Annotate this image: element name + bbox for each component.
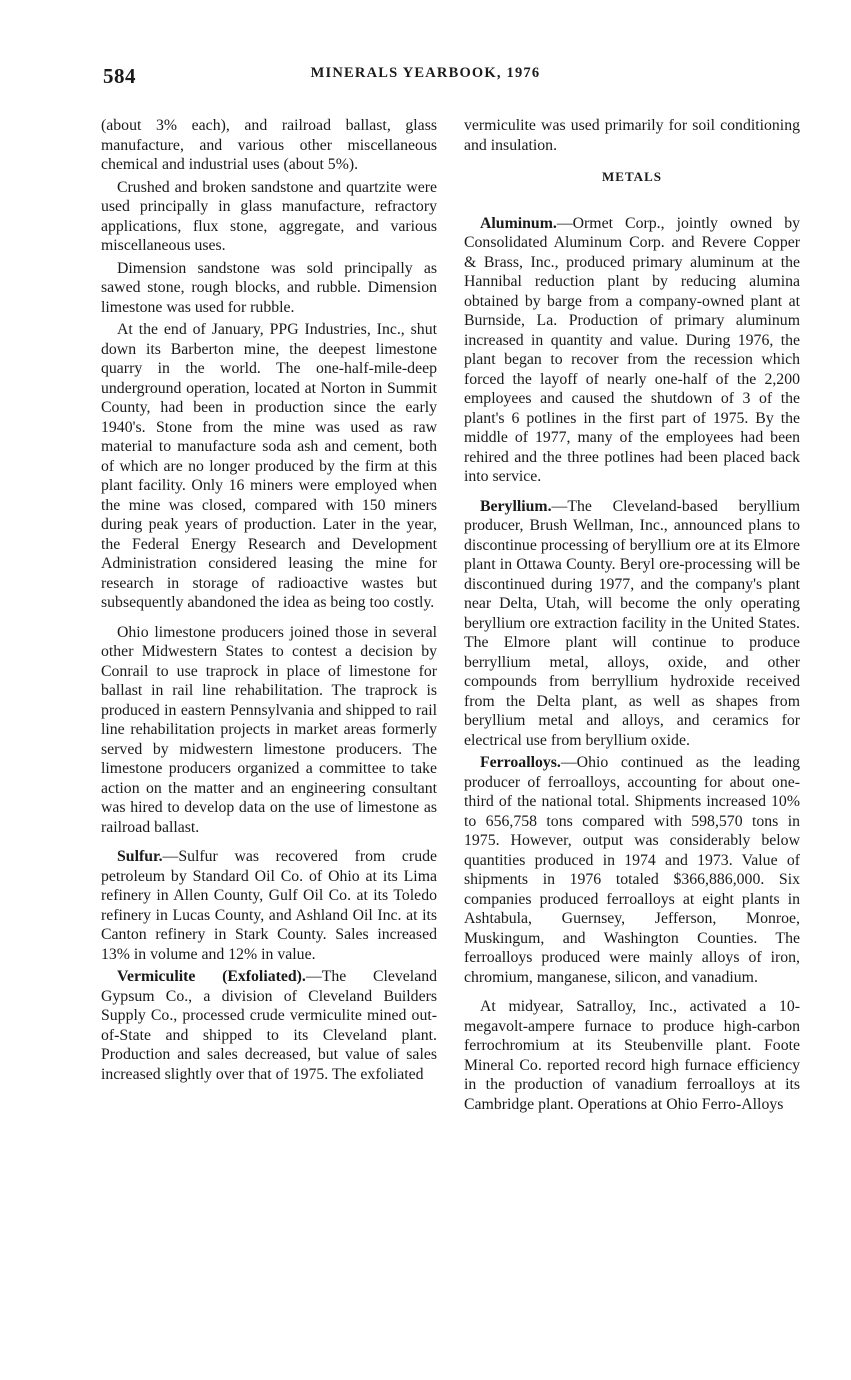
right-column [464, 116, 800, 1114]
paragraph: At midyear, Satralloy, Inc., activated a 10-megavolt-ampere furnace to produce high-carbon ferrochromium at its Steubenville plant. Foote Mineral Co. reported record high furnace efficiency in the production of vanadium ferroalloys at its Cambridge plant. Operations at Ohio Ferro-Alloys [464, 998, 800, 1113]
paragraph-text: —Ormet Corp., jointly owned by Consolidated Aluminum Corp. and Revere Copper & Brass, Inc., produced primary aluminum at the Hannibal reduction plant by reducing alumina obtained by barge from a company-owned plant at Burnside, La. Production of primary aluminum increased in quantity and value. During 1976, the plant began to recover from the recession which forced the layoff of nearly one-half of the 2,200 employees and caused the shutdown of 3 of the plant's 6 potlines in the first part of 1975. By the middle of 1977, many of the employees had been rehired and the three potlines had been placed back into service. [464, 214, 800, 485]
paragraph-vermiculite [101, 967, 437, 1084]
paragraph: At the end of January, PPG Industries, Inc., shut down its Barberton mine, the deepest limestone quarry in the world. The one-half-mile-deep underground operation, located at Norton in Summit County, had been in production since the early 1940's. Stone from the mine was used as raw material to manufacture soda ash and cement, both of which are no longer produced by the firm at this plant facility. Only 16 miners were employed when the mine was closed, compared with 150 miners during peak years of production. Later in the year, the Federal Energy Research and Development Administration considered leasing the mine for research in storage of radioactive wastes but subsequently abandoned the idea as being too costly. [101, 321, 437, 611]
running-title: MINERALS YEARBOOK, 1976 [310, 65, 541, 81]
paragraph: Crushed and broken sandstone and quartzite were used principally in glass manufacture, refractory applications, flux stone, aggregate, and various miscellaneous uses. [101, 178, 437, 254]
paragraph-ferroalloys [464, 753, 800, 987]
paragraph: Ohio limestone producers joined those in several other Midwestern States to contest a decision by Conrail to use traprock in place of limestone for ballast in rail line rehabilitation. The traprock is produced in eastern Pennsylvania and shipped to rail line rehabilitation projects in market areas formerly served by midwestern limestone producers. The limestone producers organized a committee to take action on the matter and an engineering consultant was hired to develop data on the use of limestone as railroad ballast. [101, 623, 437, 836]
paragraph-text: —The Cleveland-based beryllium producer, Brush Wellman, Inc., announced plans to discontinue processing of beryllium ore at its Elmore plant in Ottawa County. Beryl ore-processing will be discontinued during 1977, and the company's plant near Delta, Utah, will become the only operating beryllium ore extraction facility in the United States. The Elmore plant will continue to produce berryllium metal, alloys, oxide, and other compounds from berryllium hydroxide received from the Delta plant, as well as shapes from beryllium metal and alloys, and ceramics for electrical use from beryllium oxide. [464, 497, 800, 749]
paragraph-text: —Ohio continued as the leading producer of ferroalloys, accounting for about one-third of the national total. Shipments increased 10% to 656,758 tons compared with 598,570 tons in 1975. However, output was considerably below quantities produced in 1974 and 1973. Value of shipments in 1976 totaled $366,886,000. Six companies produced ferroalloys at eight plants in Ashtabula, Guernsey, Jefferson, Monroe, Muskingum, and Washington Counties. The ferroalloys produced were mainly alloys of iron, chromium, manganese, silicon, and vanadium. [464, 754, 800, 986]
paragraph-beryllium [464, 497, 800, 751]
paragraph-sulfur [101, 847, 437, 964]
paragraph-aluminum [464, 214, 800, 487]
run-in-heading: Ferroalloys. [480, 754, 561, 771]
run-in-heading: Beryllium. [480, 497, 552, 515]
paragraph: vermiculite was used primarily for soil conditioning and insulation. [464, 117, 800, 154]
paragraph: (about 3% each), and railroad ballast, glass manufacture, and various other miscellaneous chemical and industrial uses (about 5%). [101, 117, 437, 173]
run-in-heading: Sulfur. [117, 848, 163, 865]
paragraph: Dimension sandstone was sold principally as sawed stone, rough blocks, and rubble. Dimension limestone was used for rubble. [101, 259, 437, 316]
paragraph-text: —The Cleveland Gypsum Co., a division of Cleveland Builders Supply Co., processed crude vermiculite mined out-of-State and shipped to its Cleveland plant. Production and sales decreased, but value of sales increased slightly over that of 1975. The exfoliated [101, 968, 437, 1083]
left-column [101, 116, 437, 1084]
run-in-heading: Vermiculite (Exfoliated). [117, 968, 306, 985]
paragraph-text: —Sulfur was recovered from crude petroleum by Standard Oil Co. of Ohio at its Lima refinery in Allen County, Gulf Oil Co. at its Toledo refinery in Lucas County, and Ashland Oil Inc. at its Canton refinery in Stark County. Sales increased 13% in volume and 12% in value. [101, 848, 437, 963]
run-in-heading: Aluminum. [480, 214, 557, 232]
section-heading-metals: METALS [602, 169, 662, 184]
page-number: 584 [103, 64, 136, 88]
